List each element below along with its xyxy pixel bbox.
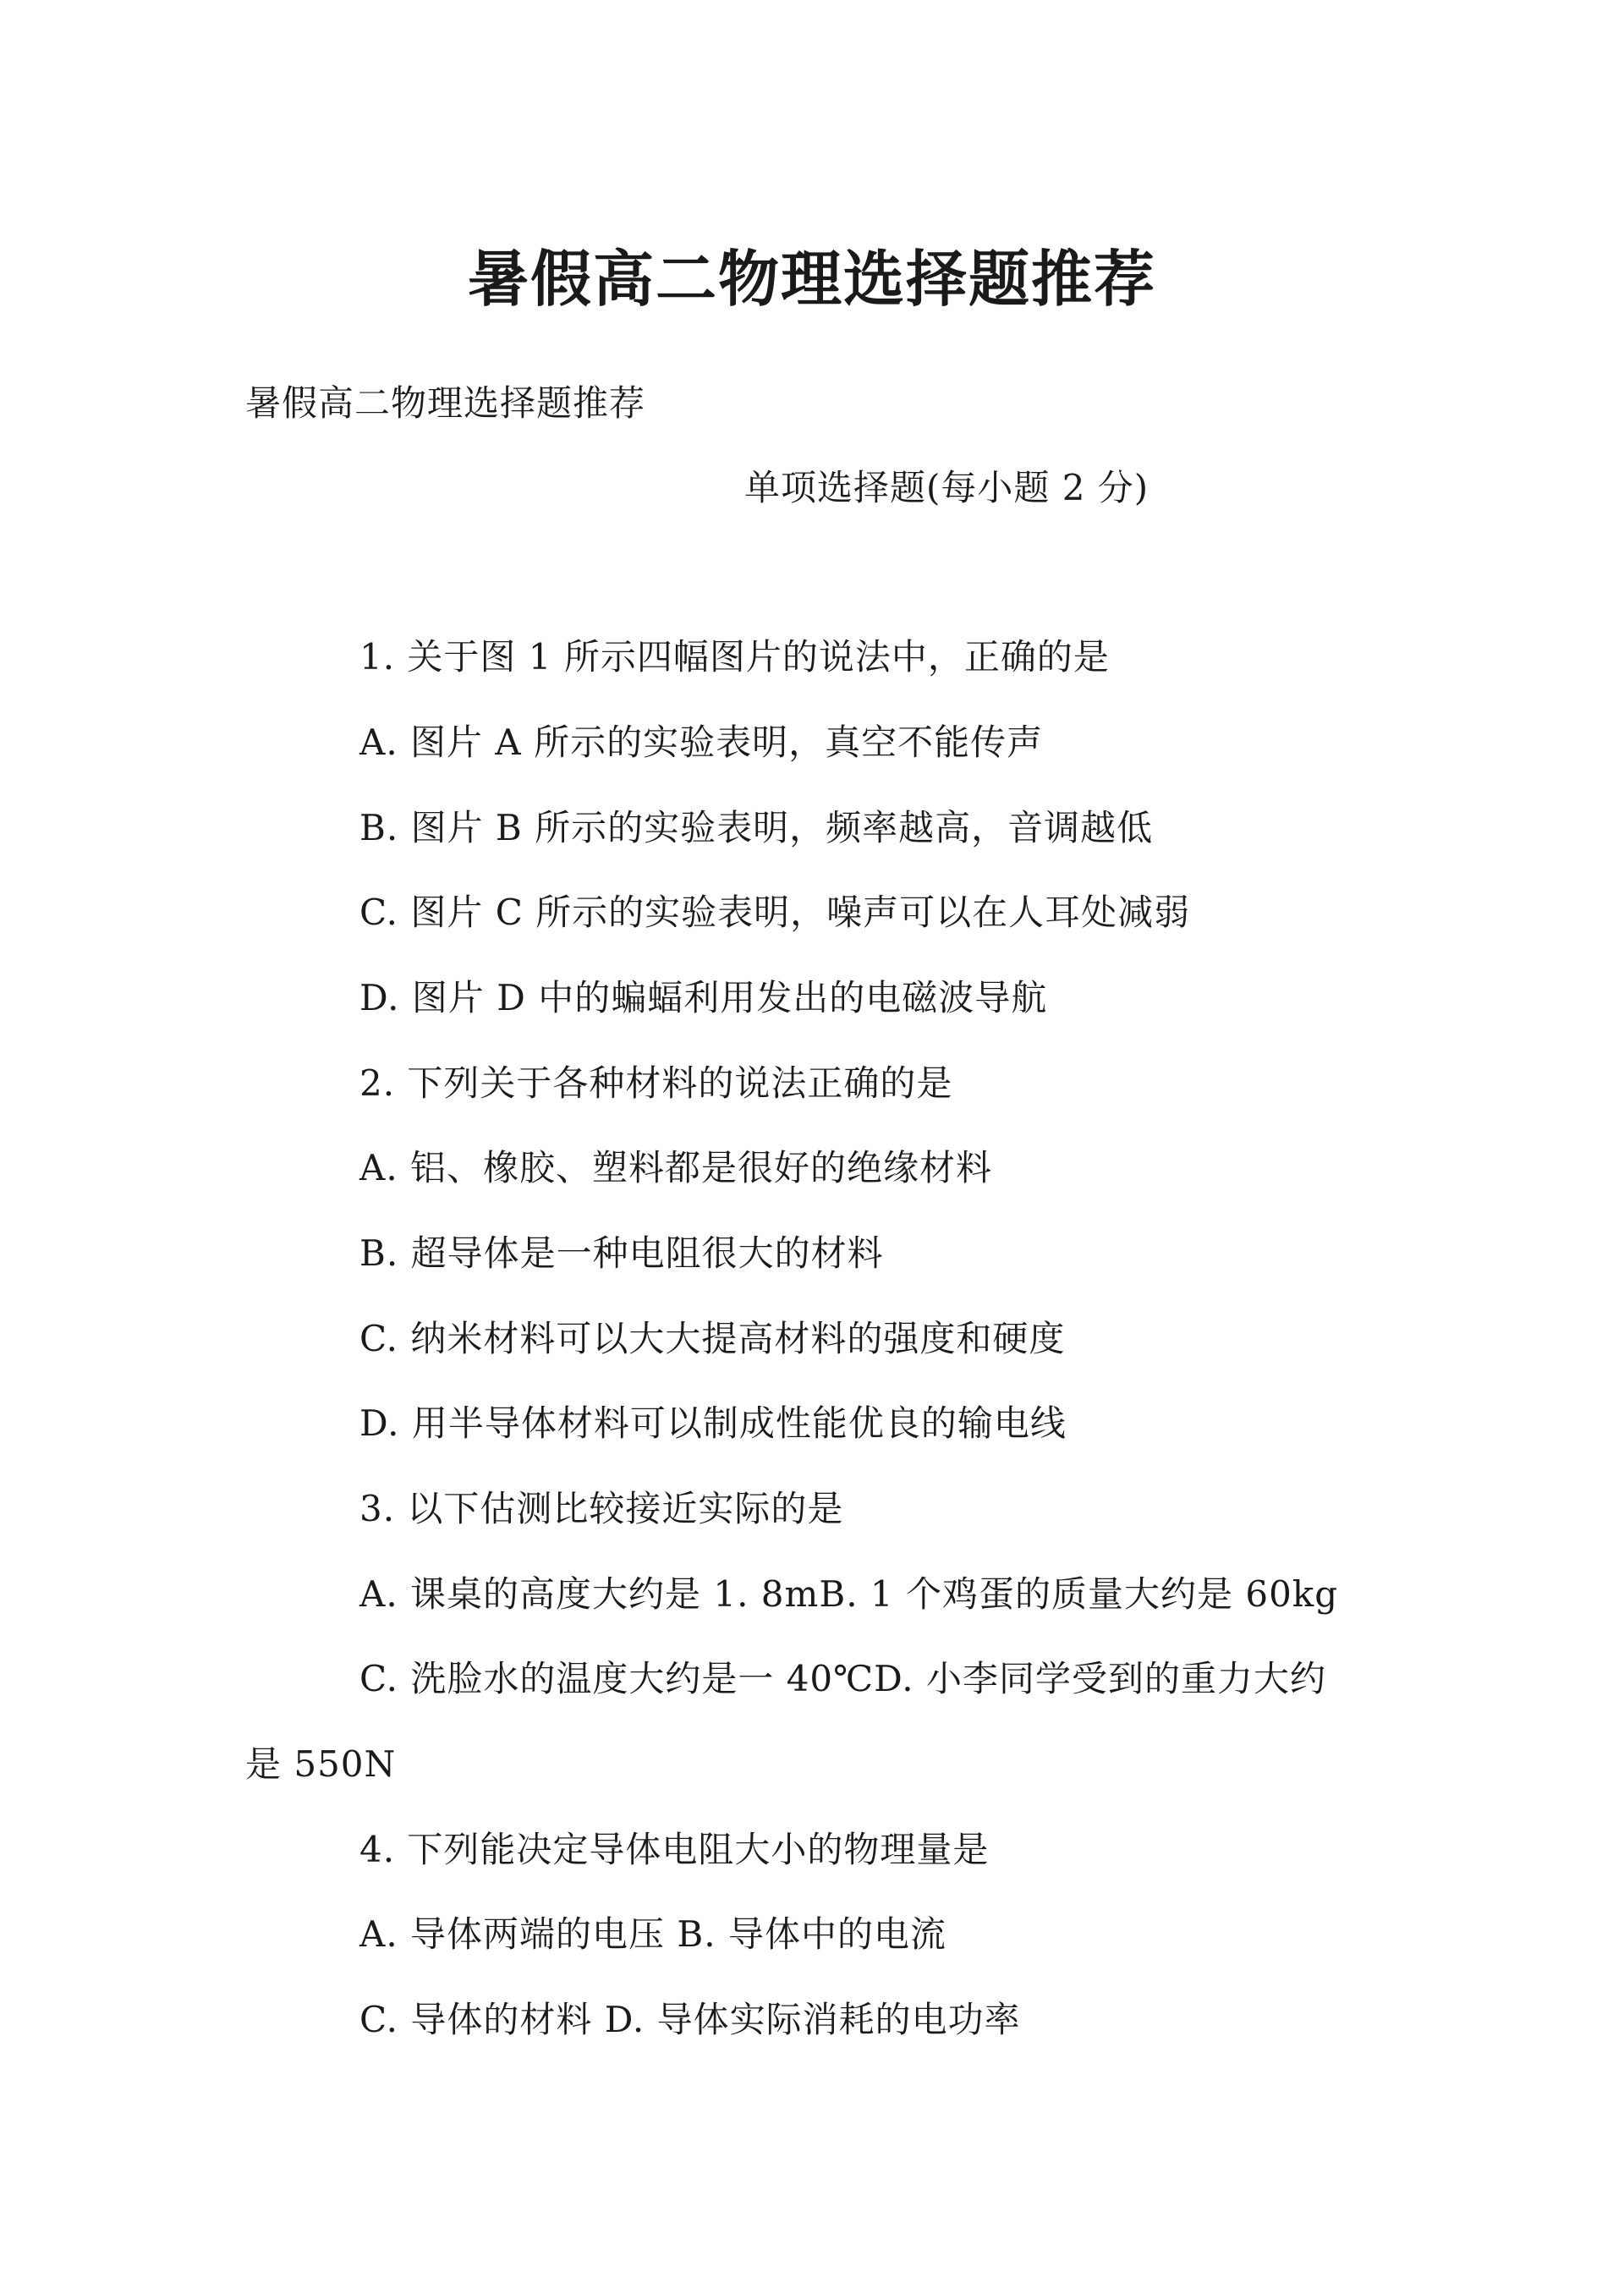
document-title: 暑假高二物理选择题推荐 (467, 243, 1156, 315)
question-1-option-d: D. 图片 D 中的蝙蝠利用发出的电磁波导航 (359, 977, 1048, 1018)
question-4-stem: 4. 下列能决定导体电阻大小的物理量是 (359, 1829, 990, 1870)
question-2-stem: 2. 下列关于各种材料的说法正确的是 (359, 1062, 953, 1104)
question-3-options-cd-continued: 是 550N (245, 1743, 397, 1785)
question-2-option-c: C. 纳米材料可以大大提高材料的强度和硬度 (359, 1318, 1066, 1359)
question-3-options-ab: A. 课桌的高度大约是 1. 8mB. 1 个鸡蛋的质量大约是 60kg (359, 1573, 1339, 1615)
question-2-option-a: A. 铝、橡胶、塑料都是很好的绝缘材料 (359, 1147, 993, 1188)
question-1-option-b: B. 图片 B 所示的实验表明，频率越高，音调越低 (359, 807, 1154, 848)
question-2-option-b: B. 超导体是一种电阻很大的材料 (359, 1232, 884, 1274)
question-3-options-cd: C. 洗脸水的温度大约是一 40℃D. 小李同学受到的重力大约 (359, 1658, 1326, 1699)
question-1-stem: 1. 关于图 1 所示四幅图片的说法中，正确的是 (359, 636, 1110, 678)
document-subtitle: 暑假高二物理选择题推荐 (245, 382, 646, 424)
question-1-option-c: C. 图片 C 所示的实验表明，噪声可以在人耳处减弱 (359, 892, 1191, 933)
question-4-options-ab: A. 导体两端的电压 B. 导体中的电流 (359, 1913, 946, 1955)
question-4-options-cd: C. 导体的材料 D. 导体实际消耗的电功率 (359, 1999, 1021, 2040)
section-header: 单项选择题(每小题 2 分) (744, 467, 1149, 508)
question-2-option-d: D. 用半导体材料可以制成性能优良的输电线 (359, 1402, 1067, 1444)
question-1-option-a: A. 图片 A 所示的实验表明，真空不能传声 (359, 722, 1044, 763)
question-3-stem: 3. 以下估测比较接近实际的是 (359, 1488, 844, 1529)
